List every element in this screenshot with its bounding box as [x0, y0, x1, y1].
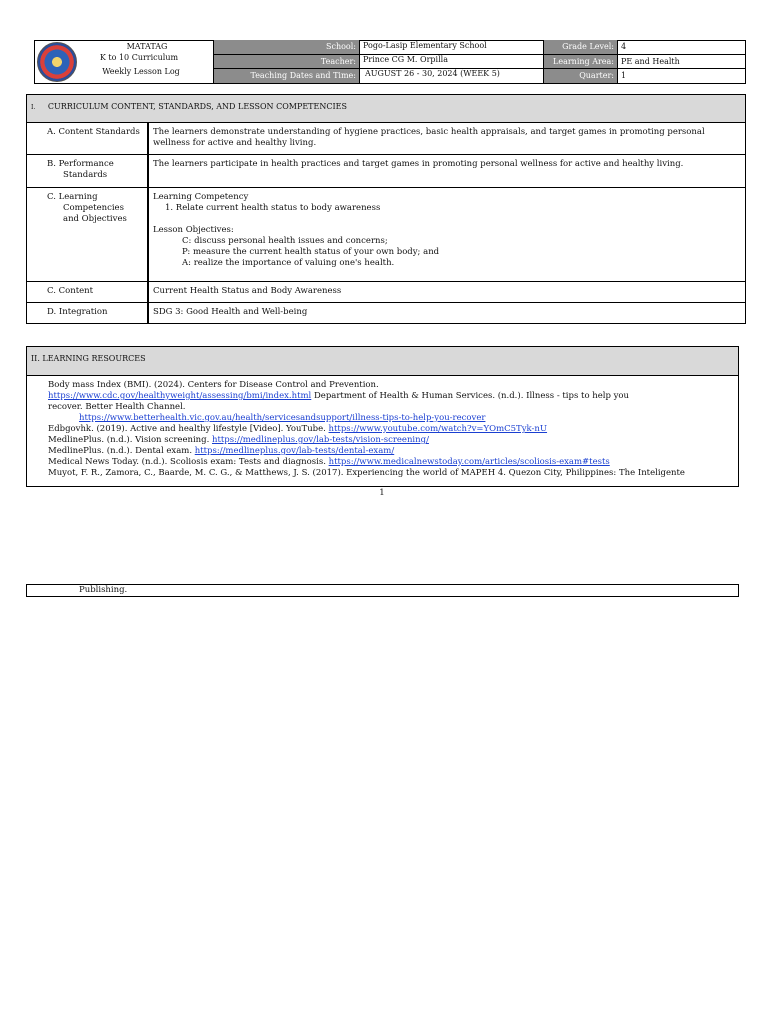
performance-label-line2: Standards: [63, 170, 108, 180]
reference-link[interactable]: https://medlineplus.gov/lab-tests/dental-exam/: [194, 446, 395, 456]
reference-continuation: Publishing.: [79, 585, 128, 595]
curriculum-section-title: CURRICULUM CONTENT, STANDARDS, AND LESSON COMPETENCIES: [47, 102, 347, 111]
header-line-3: Weekly Lesson Log: [102, 67, 180, 76]
objective-affective: A: realize the importance of valuing one's health.: [182, 258, 395, 268]
page-number: 1: [379, 488, 385, 498]
continuation-box: [26, 584, 739, 597]
school-value: Pogo-Lasip Elementary School: [360, 40, 544, 55]
grade-value: 4: [618, 40, 746, 55]
competencies-content: [149, 188, 745, 281]
references-list: [48, 380, 738, 479]
reference-link[interactable]: https://www.medicalnewstoday.com/articles/scoliosis-exam#tests: [328, 457, 610, 467]
reference-item: MedlinePlus. (n.d.). Vision screening. https://medlineplus.gov/lab-tests/vision-screening/: [48, 435, 429, 445]
reference-item: MedlinePlus. (n.d.). Dental exam. https://medlineplus.gov/lab-tests/dental-exam/: [48, 446, 395, 456]
header-line-1: MATATAG: [126, 42, 168, 51]
school-label: School:: [214, 40, 360, 55]
curriculum-section-header: [27, 95, 745, 123]
section-number: I.: [31, 104, 36, 111]
competencies-label-line3: and Objectives: [63, 214, 127, 224]
reference-item: https://www.cdc.gov/healthyweight/assessing/bmi/index.html Department of Health & Human Services. (n.d.). Illness - tips to help you: [48, 391, 630, 401]
performance-standards-text: The learners participate in health practices and target games in promoting personal wellness for active and healthy living.: [153, 159, 684, 169]
teacher-label: Teacher:: [214, 55, 360, 69]
reference-link[interactable]: https://www.youtube.com/watch?v=YOmC5Tyk-nU: [328, 424, 548, 434]
performance-standards-label: [27, 155, 148, 187]
grade-label: Grade Level:: [544, 40, 618, 55]
competencies-label-line2: Competencies: [63, 203, 124, 213]
learning-area-value: PE and Health: [618, 55, 746, 69]
reference-item: Edbgovhk. (2019). Active and healthy lifestyle [Video]. YouTube. https://www.youtube.com/watch?v=YOmC5Tyk-nU: [48, 424, 548, 434]
header-line-2: K to 10 Curriculum: [99, 53, 179, 62]
reference-item: [48, 413, 738, 424]
content-text: Current Health Status and Body Awareness: [153, 286, 342, 296]
quarter-value: 1: [618, 69, 746, 84]
performance-label-line1: B. Performance: [47, 159, 114, 169]
reference-link[interactable]: https://www.betterhealth.vic.gov.au/health/servicesandsupport/illness-tips-to-help-you-recover: [79, 413, 486, 423]
content-standards-text: The learners demonstrate understanding of hygiene practices, basic health appraisals, and target games in promoting personal wellness for active and healthy living.: [153, 127, 705, 148]
reference-item: recover. Better Health Channel.: [48, 402, 186, 412]
objective-psychomotor: P: measure the current health status of your own body; and: [182, 247, 440, 257]
content-label: C. Content: [27, 282, 148, 302]
integration-text: SDG 3: Good Health and Well-being: [153, 307, 308, 317]
deped-seal-icon: [37, 42, 77, 82]
integration-label: D. Integration: [27, 303, 148, 323]
reference-item: Body mass Index (BMI). (2024). Centers for Disease Control and Prevention.: [48, 380, 379, 390]
competencies-label: [27, 188, 148, 281]
teacher-value: Prince CG M. Orpilla: [360, 55, 544, 69]
dates-value: AUGUST 26 - 30, 2024 (WEEK 5): [360, 69, 544, 84]
competencies-label-line1: C. Learning: [47, 192, 98, 202]
reference-item: Muyot, F. R., Zamora, C., Baarde, M. C. G., & Matthews, J. S. (2017). Experiencing the world of MAPEH 4. Quezon City, Philippines: The Inteligente: [48, 468, 685, 478]
reference-item: Medical News Today. (n.d.). Scoliosis exam: Tests and diagnosis. https://www.medicalnewstoday.com/articles/scoliosis-exam#tests: [48, 457, 610, 467]
competency-heading: Learning Competency: [153, 192, 249, 202]
dates-label: Teaching Dates and Time:: [214, 69, 360, 84]
objective-cognitive: C: discuss personal health issues and concerns;: [182, 236, 388, 246]
objectives-heading: Lesson Objectives:: [153, 225, 234, 235]
competency-item: 1. Relate current health status to body awareness: [165, 203, 381, 213]
quarter-label: Quarter:: [544, 69, 618, 84]
reference-link[interactable]: https://www.cdc.gov/healthyweight/assessing/bmi/index.html: [48, 391, 312, 401]
reference-link[interactable]: https://medlineplus.gov/lab-tests/vision-screening/: [212, 435, 429, 445]
content-standards-label: A. Content Standards: [27, 123, 148, 155]
learning-area-label: Learning Area:: [544, 55, 618, 69]
learning-resources-header: II. LEARNING RESOURCES: [27, 347, 738, 376]
